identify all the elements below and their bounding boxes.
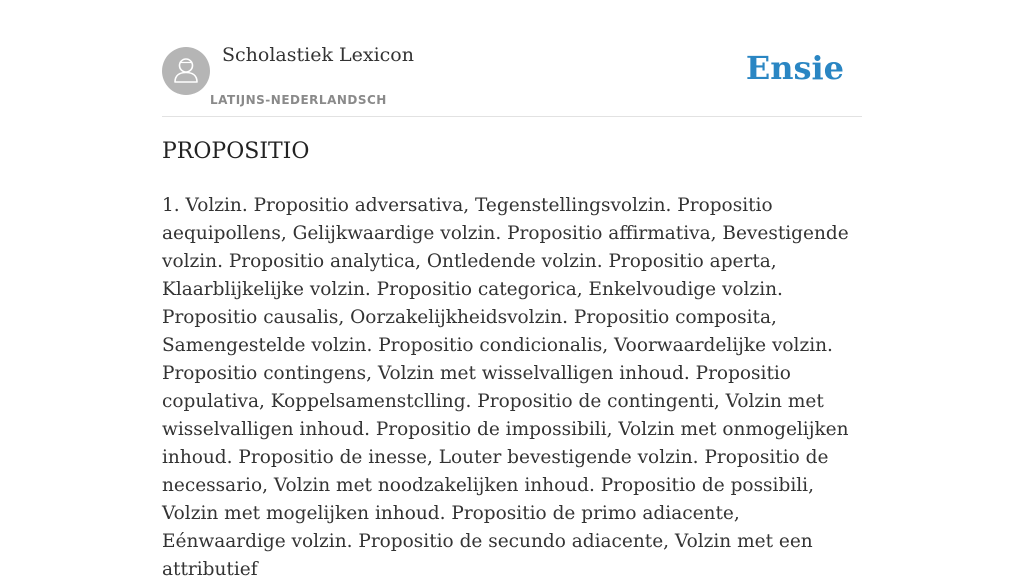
user-placeholder-icon[interactable] xyxy=(162,47,210,95)
source-name[interactable]: Scholastiek Lexicon xyxy=(222,44,414,66)
entry-title: PROPOSITIO xyxy=(162,139,310,164)
source-subtitle: LATIJNS-NEDERLANDSCH xyxy=(210,93,387,107)
source-header xyxy=(162,0,862,117)
ensie-logo[interactable]: Ensie xyxy=(745,49,844,87)
entry-body: 1. Volzin. Propositio adversativa, Tegenstellingsvolzin. Propositio aequipollens, Gelijkwaardige volzin. Propositio affirmativa, Bevestigende volzin. Propositio analytica, Ontledende volzin. Propositio aperta, Klaarblijkelijke volzin. Propositio categorica, Enkelvoudige volzin. Propositio causalis, Oorzakelijkheidsvolzin. Propositio composita, Samengestelde volzin. Propositio condicionalis, Voorwaardelijke volzin. Propositio contingens, Volzin met wisselvalligen inhoud. Propositio copulativa, Koppelsamenstclling. Propositio de contingenti, Volzin met wisselvalligen inhoud. Propositio de impossibili, Volzin met onmogelijken inhoud. Propositio de inesse, Louter bevestigende volzin. Propositio de necessario, Volzin met noodzakelijken inhoud. Propositio de possibili, Volzin met mogelijken inhoud. Propositio de primo adiacente, Eénwaardige volzin. Propositio de secundo adiacente, Volzin met een attributief xyxy=(162,195,849,580)
